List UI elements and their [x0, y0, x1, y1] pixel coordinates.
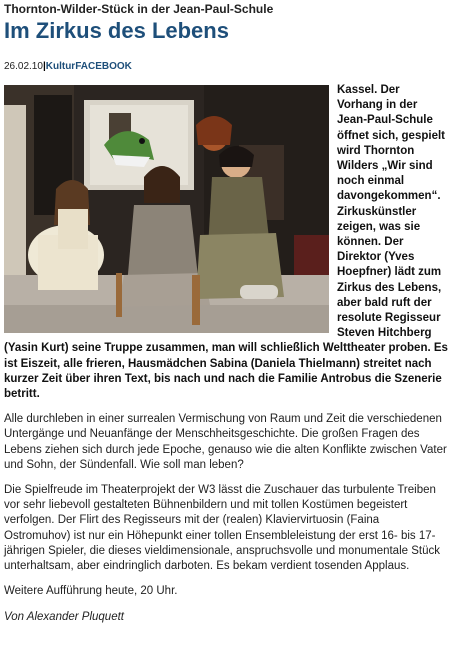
category-prefix: Kultur	[45, 61, 76, 72]
article-author: Von Alexander Pluquett	[4, 610, 124, 623]
article-kicker: Thornton-Wilder-Stück in der Jean-Paul-Schule	[4, 2, 274, 16]
article-paragraph-3: Weitere Aufführung heute, 20 Uhr.	[4, 585, 178, 598]
article-date: 26.02.10	[4, 61, 43, 72]
category-link[interactable]	[46, 61, 132, 72]
article-meta	[4, 61, 448, 73]
article-paragraph-1: Alle durchleben in einer surrealen Vermischung von Raum und Zeit die verschiedenen Untergänge und Neuanfänge der Menschheitsgeschichte. Die großen Fragen des Lebens ziehen sich durch jede Epoche, genauso wie die alten Konflikte zwischen Vater und Sohn, der Sündenfall. Wie soll man leben?	[4, 413, 447, 471]
article-headline: Im Zirkus des Lebens	[4, 18, 229, 43]
stage-scene-illustration	[4, 85, 329, 333]
meta-separator: |	[42, 61, 46, 72]
article-lead: Kassel. Der Vorhang in der Jean-Paul-Schule öffnet sich, gespielt wird Thornton Wilders „Wir sind noch einmal davongekommen“. Zirkuskünstler zeigen, was sie können. Der Direktor (Yves Hoepfner) lädt zum Zirkus des Lebens, aber bald ruft der resolute Regisseur Steven Hitchberg (Yasin Kurt) seine Truppe zusammen, man will schließlich Welttheater proben. Es ist Eiszeit, alle frieren, Hausmädchen Sabina (Daniela Thielmann) streitet nach kurzer Zeit über ihren Text, bis nach und nach die Familie Antrobus die Szenerie betritt.	[4, 84, 448, 401]
article-paragraph-2: Die Spielfreude im Theaterprojekt der W3 lässt die Zuschauer das turbulente Treiben vor sehr liebevoll gestalteten Bühnenbildern und mit tollen Kostümen begeistert verfolgen. Der Flirt des Regisseurs mit der (realen) Klaviervirtuosin (Faina Ostromuhov) ist nur ein Höhepunkt einer tollen Ensembleleistung der erst 16- bis 17-jährigen Spieler, die dieses vieldimensionale, anspruchsvolle und monumentale Stück unterhaltsam, aber eindringlich darboten. Es bekam verdient tosenden Applaus.	[4, 484, 440, 573]
article	[4, 2, 448, 625]
category-suffix: FACEBOOK	[75, 61, 132, 72]
article-photo	[4, 85, 329, 333]
